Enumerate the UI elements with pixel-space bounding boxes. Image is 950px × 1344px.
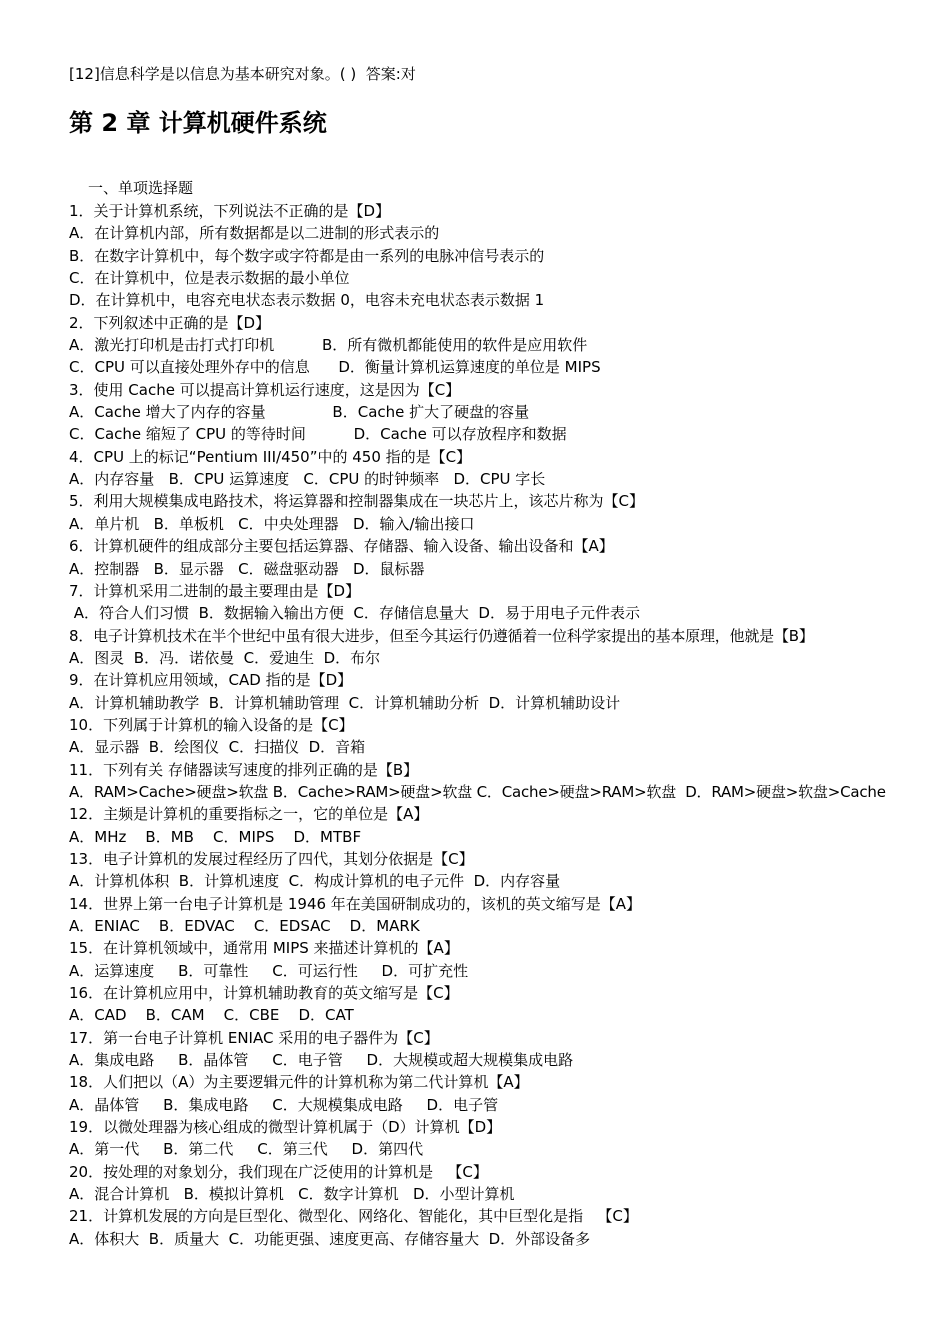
question-line: 14．世界上第一台电子计算机是 1946 年在美国研制成功的，该机的英文缩写是【A】 [69, 894, 642, 913]
question-line: 11．下列有关 存储器读写速度的排列正确的是【B】 [69, 760, 419, 779]
top-answer-line: [12]信息科学是以信息为基本研究对象。( ) 答案:对 [69, 65, 416, 83]
option-line: A．显示器 B．绘图仪 C．扫描仪 D．音箱 [69, 738, 366, 757]
option-line: A．计算机辅助教学 B．计算机辅助管理 C．计算机辅助分析 D．计算机辅助设计 [69, 693, 621, 712]
option-line: A．集成电路 B．晶体管 C．电子管 D．大规模或超大规模集成电路 [69, 1051, 574, 1070]
option-line: A．激光打印机是击打式打印机 B．所有微机都能使用的软件是应用软件 [69, 336, 588, 355]
chapter-title: 第 2 章 计算机硬件系统 [69, 109, 327, 137]
option-line: A．内存容量 B．CPU 运算速度 C．CPU 的时钟频率 D．CPU 字长 [69, 470, 546, 489]
question-line: 5．利用大规模集成电路技术，将运算器和控制器集成在一块芯片上，该芯片称为【C】 [69, 492, 645, 511]
option-line: A．运算速度 B．可靠性 C．可运行性 D．可扩充性 [69, 961, 469, 980]
question-line: 8．电子计算机技术在半个世纪中虽有很大进步，但至今其运行仍遵循着一位科学家提出的基本原理，他就是【B】 [69, 626, 814, 645]
question-list [69, 200, 939, 1250]
option-line: C．Cache 缩短了 CPU 的等待时间 D．Cache 可以存放程序和数据 [69, 425, 567, 444]
option-line: A．Cache 增大了内存的容量 B．Cache 扩大了硬盘的容量 [69, 403, 530, 422]
question-line: 6．计算机硬件的组成部分主要包括运算器、存储器、输入设备、输出设备和【A】 [69, 537, 614, 556]
question-line: 13．电子计算机的发展过程经历了四代，其划分依据是【C】 [69, 849, 474, 868]
option-line: A．图灵 B．冯．诺依曼 C．爱迪生 D．布尔 [69, 648, 381, 667]
question-line: 7．计算机采用二进制的最主要理由是【D】 [69, 581, 361, 600]
option-line: A．CAD B．CAM C．CBE D．CAT [69, 1006, 354, 1025]
option-line: A．混合计算机 B．模拟计算机 C．数字计算机 D．小型计算机 [69, 1185, 515, 1204]
question-line: 20．按处理的对象划分，我们现在广泛使用的计算机是 【C】 [69, 1162, 488, 1181]
option-line: B．在数字计算机中，每个数字或字符都是由一系列的电脉冲信号表示的 [69, 246, 545, 265]
option-line: A．晶体管 B．集成电路 C．大规模集成电路 D．电子管 [69, 1095, 499, 1114]
question-line: 1．关于计算机系统，下列说法不正确的是【D】 [69, 202, 391, 220]
option-line: A．RAM>Cache>硬盘>软盘 B．Cache>RAM>硬盘>软盘 C．Cache>硬盘>RAM>软盘 D．RAM>硬盘>软盘>Cache [69, 782, 886, 801]
option-line: A．符合人们习惯 B．数据输入输出方便 C．存储信息量大 D．易于用电子元件表示 [69, 604, 640, 623]
option-line: D．在计算机中，电容充电状态表示数据 0，电容未充电状态表示数据 1 [69, 291, 545, 310]
option-line: A．体积大 B．质量大 C．功能更强、速度更高、存储容量大 D．外部设备多 [69, 1229, 591, 1248]
question-line: 4．CPU 上的标记“Pentium III/450”中的 450 指的是【C】 [69, 447, 472, 466]
question-line: 3．使用 Cache 可以提高计算机运行速度，这是因为【C】 [69, 380, 461, 399]
question-line: 12．主频是计算机的重要指标之一，它的单位是【A】 [69, 805, 429, 824]
option-line: C．CPU 可以直接处理外存中的信息 D．衡量计算机运算速度的单位是 MIPS [69, 358, 601, 377]
option-line: A．计算机体积 B．计算机速度 C．构成计算机的电子元件 D．内存容量 [69, 872, 561, 891]
question-line: 18．人们把以（A）为主要逻辑元件的计算机称为第二代计算机【A】 [69, 1073, 529, 1092]
question-line: 9．在计算机应用领域，CAD 指的是【D】 [69, 671, 353, 690]
option-line: C．在计算机中，位是表示数据的最小单位 [69, 269, 350, 288]
question-line: 16．在计算机应用中，计算机辅助教育的英文缩写是【C】 [69, 984, 459, 1003]
option-line: A．控制器 B．显示器 C．磁盘驱动器 D．鼠标器 [69, 559, 425, 578]
question-line: 2．下列叙述中正确的是【D】 [69, 313, 271, 332]
question-line: 19．以微处理器为核心组成的微型计算机属于（D）计算机【D】 [69, 1118, 502, 1137]
option-line: A．在计算机内部，所有数据都是以二进制的形式表示的 [69, 224, 440, 243]
question-line: 15．在计算机领域中，通常用 MIPS 来描述计算机的【A】 [69, 939, 459, 958]
question-line: 10．下列属于计算机的输入设备的是【C】 [69, 715, 354, 734]
question-line: 17．第一台电子计算机 ENIAC 采用的电子器件为【C】 [69, 1028, 439, 1047]
option-line: A．第一代 B．第二代 C．第三代 D．第四代 [69, 1140, 424, 1159]
section-title: 一、单项选择题 [88, 179, 194, 197]
option-line: A．单片机 B．单板机 C．中央处理器 D．输入/输出接口 [69, 514, 475, 533]
option-line: A．MHz B．MB C．MIPS D．MTBF [69, 827, 362, 846]
option-line: A．ENIAC B．EDVAC C．EDSAC D．MARK [69, 917, 420, 935]
question-line: 21．计算机发展的方向是巨型化、微型化、网络化、智能化，其中巨型化是指 【C】 [69, 1207, 638, 1226]
